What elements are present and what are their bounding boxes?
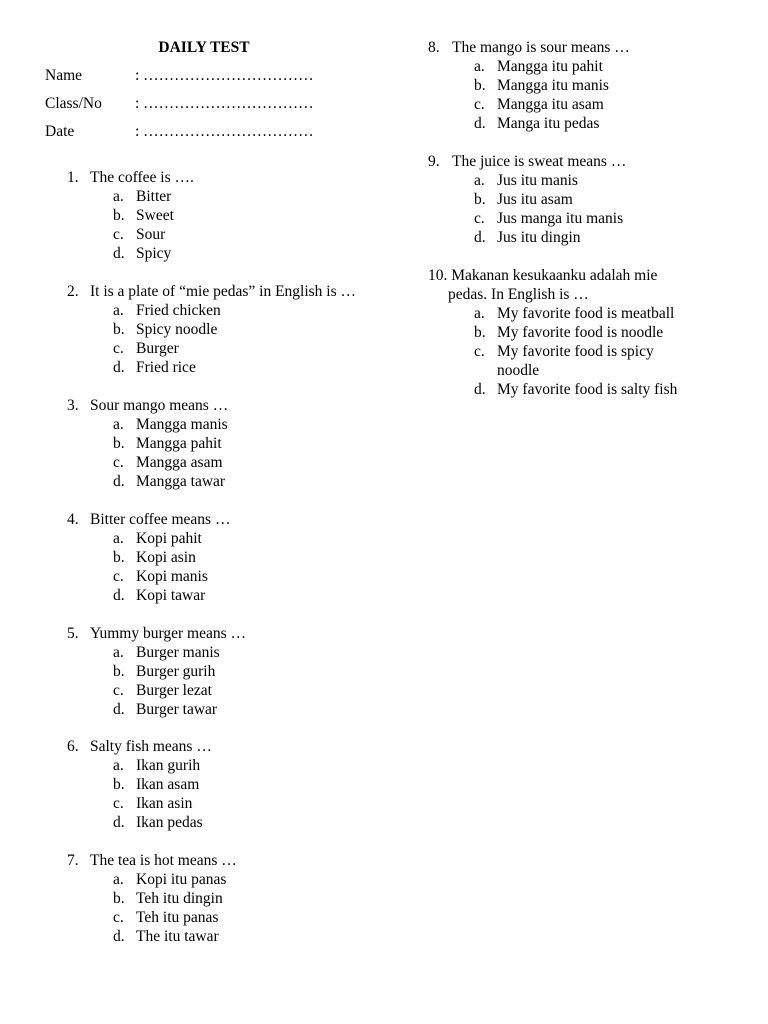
question-number: 4. xyxy=(67,510,79,528)
question-8 xyxy=(428,38,748,133)
questions-right xyxy=(428,38,748,399)
option-letter: a. xyxy=(113,871,124,889)
option-8a[interactable] xyxy=(428,57,748,76)
class-no-label: Class/No xyxy=(45,95,102,112)
option-text: Kopi itu panas xyxy=(136,871,227,889)
option-text: Sour xyxy=(136,226,166,243)
option-9d[interactable] xyxy=(428,228,748,247)
question-text: Sour mango means … xyxy=(90,396,229,414)
date-label: Date xyxy=(45,123,75,140)
option-3c[interactable] xyxy=(45,453,375,472)
option-letter: d. xyxy=(474,228,486,246)
option-text: Burger tawar xyxy=(136,700,218,718)
option-letter: c. xyxy=(474,96,485,113)
option-letter: a. xyxy=(113,757,124,775)
option-1a[interactable] xyxy=(45,187,375,206)
option-letter: c. xyxy=(113,567,124,585)
question-10 xyxy=(428,266,748,399)
option-text: Burger manis xyxy=(136,643,220,661)
question-text: Bitter coffee means … xyxy=(90,510,231,528)
option-text: The itu tawar xyxy=(136,928,219,946)
option-letter: c. xyxy=(113,453,124,471)
option-letter: b. xyxy=(113,776,125,794)
question-text-continued: pedas. In English is … xyxy=(448,285,589,303)
option-3d[interactable] xyxy=(45,472,375,491)
option-letter: c. xyxy=(113,339,124,357)
option-10c[interactable] xyxy=(428,342,693,380)
option-3a[interactable] xyxy=(45,415,375,434)
option-5d[interactable] xyxy=(45,700,375,719)
option-5a[interactable] xyxy=(45,643,375,662)
option-letter: b. xyxy=(113,548,125,566)
question-text: The juice is sweat means … xyxy=(452,152,627,170)
option-4b[interactable] xyxy=(45,548,375,567)
option-text: Jus itu dingin xyxy=(497,228,581,246)
option-10a[interactable] xyxy=(428,304,748,323)
question-text: It is a plate of “mie pedas” in English is … xyxy=(90,282,357,300)
option-9c[interactable] xyxy=(428,209,748,228)
option-text: My favorite food is spicy noodle xyxy=(497,342,654,379)
option-letter: b. xyxy=(113,662,125,680)
option-text: Jus itu asam xyxy=(497,190,573,208)
option-9b[interactable] xyxy=(428,190,748,209)
question-number: 3. xyxy=(67,396,79,414)
option-4a[interactable] xyxy=(45,529,375,548)
option-text: My favorite food is meatball xyxy=(497,304,675,322)
date-blank[interactable]: : …………………………… xyxy=(135,123,314,140)
option-letter: d. xyxy=(113,245,125,262)
right-column xyxy=(428,38,748,418)
question-6 xyxy=(45,737,375,832)
class-no-field[interactable] xyxy=(45,94,375,114)
option-text: Jus itu manis xyxy=(497,171,578,189)
option-7a[interactable] xyxy=(45,870,375,889)
option-text: My favorite food is noodle xyxy=(497,323,664,341)
option-letter: a. xyxy=(113,188,124,205)
question-5 xyxy=(45,624,375,719)
option-text: Fried rice xyxy=(136,358,196,376)
left-column xyxy=(45,38,375,965)
option-text: Burger gurih xyxy=(136,662,216,680)
questions-left xyxy=(45,168,375,946)
option-letter: a. xyxy=(474,171,485,189)
option-7c[interactable] xyxy=(45,908,375,927)
option-letter: c. xyxy=(113,795,124,813)
question-number: 9. xyxy=(428,152,440,170)
option-1d[interactable] xyxy=(45,244,375,263)
option-6c[interactable] xyxy=(45,794,375,813)
question-3 xyxy=(45,396,375,491)
option-text: Sweet xyxy=(136,207,174,224)
option-text: Teh itu dingin xyxy=(136,890,223,908)
option-letter: a. xyxy=(113,643,124,661)
option-8c[interactable] xyxy=(428,95,748,114)
option-9a[interactable] xyxy=(428,171,748,190)
option-text: Kopi manis xyxy=(136,567,208,585)
option-text: Burger xyxy=(136,339,179,357)
question-text: The mango is sour means … xyxy=(452,39,630,56)
option-text: Burger lezat xyxy=(136,681,212,699)
option-text: Teh itu panas xyxy=(136,909,219,927)
option-text: Kopi asin xyxy=(136,548,196,566)
class-no-blank[interactable]: : …………………………… xyxy=(135,95,314,112)
option-letter: b. xyxy=(113,890,125,908)
question-text: Yummy burger means … xyxy=(90,624,246,642)
name-field[interactable] xyxy=(45,66,375,86)
option-text: Mangga asam xyxy=(136,453,223,471)
option-letter: b. xyxy=(113,434,125,452)
question-number: 6. xyxy=(67,738,79,756)
option-text: Jus manga itu manis xyxy=(497,209,624,227)
option-1b[interactable] xyxy=(45,206,375,225)
option-text: Fried chicken xyxy=(136,301,221,319)
option-text: Mangga itu pahit xyxy=(497,58,603,75)
option-letter: a. xyxy=(113,415,124,433)
option-letter: a. xyxy=(474,304,485,322)
option-letter: c. xyxy=(113,681,124,699)
option-10d[interactable] xyxy=(428,380,748,399)
page-title: DAILY TEST xyxy=(158,39,250,56)
option-letter: b. xyxy=(113,207,125,224)
question-7 xyxy=(45,851,375,946)
option-text: Bitter xyxy=(136,188,172,205)
question-number: 8. xyxy=(428,39,440,56)
question-text: Makanan kesukaanku adalah mie xyxy=(451,266,658,284)
question-number: 5. xyxy=(67,624,79,642)
option-5b[interactable] xyxy=(45,662,375,681)
option-letter: d. xyxy=(113,928,125,946)
option-2c[interactable] xyxy=(45,339,375,358)
option-text: Spicy xyxy=(136,245,172,262)
name-label: Name xyxy=(45,67,83,84)
option-text: Ikan gurih xyxy=(136,757,201,775)
question-2 xyxy=(45,282,375,377)
option-8b[interactable] xyxy=(428,76,748,95)
option-text: Mangga itu manis xyxy=(497,77,609,94)
option-text: Spicy noodle xyxy=(136,320,218,338)
option-text: Kopi pahit xyxy=(136,529,202,547)
option-letter: c. xyxy=(474,209,485,227)
question-text: Salty fish means … xyxy=(90,738,212,756)
option-text: Ikan pedas xyxy=(136,814,203,832)
option-letter: b. xyxy=(113,320,125,338)
option-6a[interactable] xyxy=(45,756,375,775)
option-letter: d. xyxy=(113,472,125,490)
option-7d[interactable] xyxy=(45,927,375,946)
option-letter: d. xyxy=(113,814,125,832)
option-letter: d. xyxy=(474,115,486,132)
question-1 xyxy=(45,168,375,263)
option-text: Mangga pahit xyxy=(136,434,222,452)
option-letter: c. xyxy=(113,226,124,243)
option-10b[interactable] xyxy=(428,323,748,342)
option-letter: a. xyxy=(474,58,485,75)
option-4c[interactable] xyxy=(45,567,375,586)
option-text: Ikan asin xyxy=(136,795,193,813)
option-letter: b. xyxy=(474,77,486,94)
option-letter: c. xyxy=(113,909,124,927)
question-number: 1. xyxy=(67,169,79,186)
option-text: Manga itu pedas xyxy=(497,115,600,132)
option-2b[interactable] xyxy=(45,320,375,339)
question-number: 7. xyxy=(67,852,79,870)
option-4d[interactable] xyxy=(45,586,375,605)
option-text: Mangga manis xyxy=(136,415,228,433)
question-number: 10. xyxy=(428,266,448,284)
option-1c[interactable] xyxy=(45,225,375,244)
question-4 xyxy=(45,510,375,605)
question-text: The coffee is …. xyxy=(90,169,194,186)
option-letter: a. xyxy=(113,529,124,547)
option-6b[interactable] xyxy=(45,775,375,794)
question-9 xyxy=(428,152,748,247)
date-field[interactable] xyxy=(45,122,375,142)
option-letter: c. xyxy=(474,342,485,360)
option-text: Kopi tawar xyxy=(136,586,206,604)
option-6d[interactable] xyxy=(45,813,375,832)
question-text: The tea is hot means … xyxy=(90,852,237,870)
option-5c[interactable] xyxy=(45,681,375,700)
question-number: 2. xyxy=(67,282,79,300)
option-letter: b. xyxy=(474,190,486,208)
option-7b[interactable] xyxy=(45,889,375,908)
option-2d[interactable] xyxy=(45,358,375,377)
option-letter: a. xyxy=(113,301,124,319)
option-text: Mangga tawar xyxy=(136,472,226,490)
option-letter: d. xyxy=(474,380,486,398)
option-letter: d. xyxy=(113,700,125,718)
option-2a[interactable] xyxy=(45,301,375,320)
option-letter: b. xyxy=(474,323,486,341)
option-text: Ikan asam xyxy=(136,776,200,794)
option-text: Mangga itu asam xyxy=(497,96,604,113)
name-blank[interactable]: : …………………………… xyxy=(135,67,314,84)
option-text: My favorite food is salty fish xyxy=(497,380,678,398)
option-letter: d. xyxy=(113,586,125,604)
option-3b[interactable] xyxy=(45,434,375,453)
option-8d[interactable] xyxy=(428,114,748,133)
option-letter: d. xyxy=(113,358,125,376)
